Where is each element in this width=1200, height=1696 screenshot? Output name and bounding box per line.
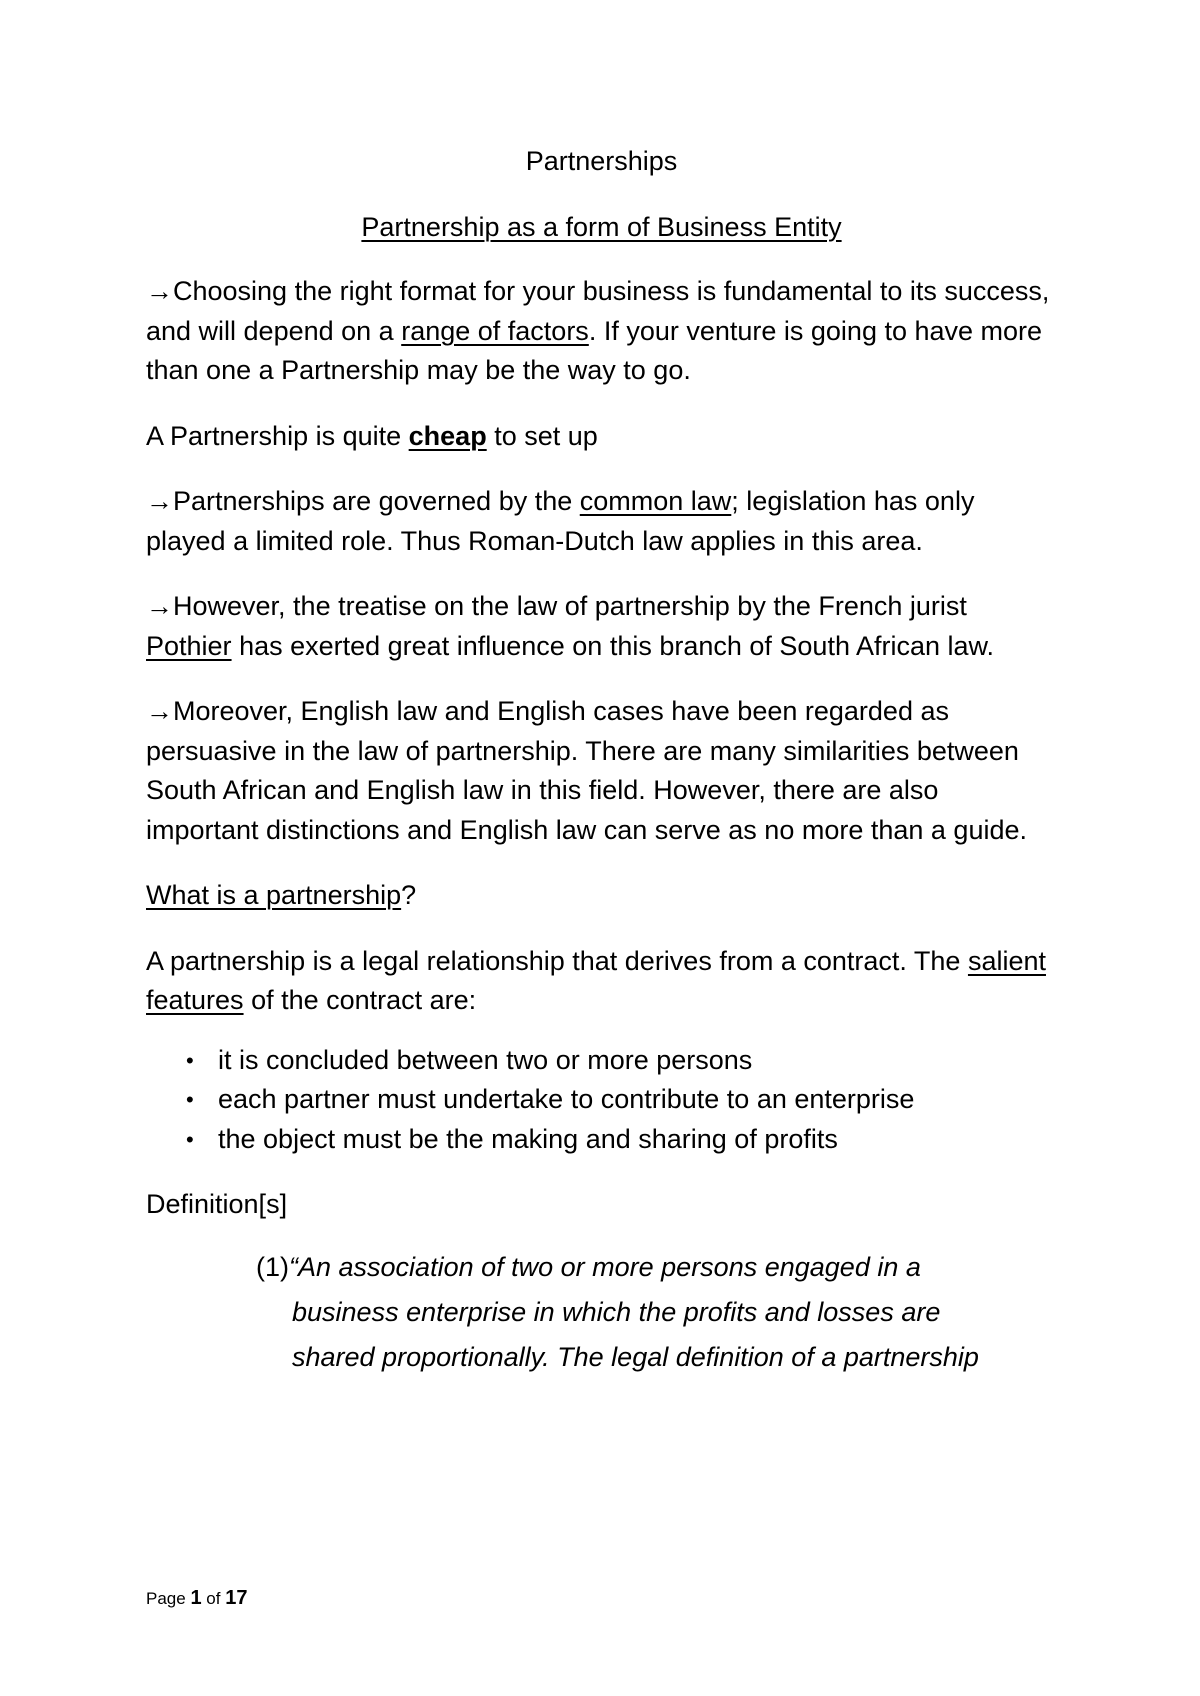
text: →However, the treatise on the law of partnership by the French jurist [146, 591, 967, 621]
paragraph-salient-features [146, 942, 1057, 1021]
list-item [146, 1041, 1057, 1081]
features-list [146, 1041, 1057, 1160]
list-item-text: it is concluded between two or more persons [218, 1044, 753, 1075]
bold-underlined-text: cheap [408, 420, 487, 451]
question-heading [146, 876, 1057, 916]
paragraph-english-law: →Moreover, English law and English cases have been regarded as persuasive in the law of partnership. There are many similarities between South African and English law in this field. However, there are also important distinctions and English law can serve as no more than a guide. [146, 696, 1027, 845]
definition-line: “An association of two or more persons engaged in a [289, 1251, 921, 1282]
underlined-text: common law [579, 486, 732, 516]
underlined-text: range of factors [401, 315, 589, 346]
bullet-icon: • [186, 1126, 194, 1152]
definition-line: shared proportionally. The legal definition of a partnership [292, 1341, 979, 1372]
list-item [146, 1080, 1057, 1120]
definitions-heading: Definition[s] [146, 1189, 288, 1219]
definition-number: (1) [256, 1251, 289, 1282]
text: to set up [486, 420, 598, 451]
section-heading [146, 208, 1057, 248]
paragraph-cheap [146, 417, 1057, 457]
section-heading-text: Partnership as a form of Business Entity [361, 211, 842, 242]
underlined-text: What is a partnership [146, 880, 402, 910]
bullet-icon: • [186, 1047, 194, 1073]
text: has exerted great influence on this branch of South African law. [231, 630, 995, 661]
text: A partnership is a legal relationship that derives from a contract. The [146, 945, 968, 976]
page-total: 17 [225, 1587, 248, 1609]
text: . If your venture is going to have more than one a Partnership may be the way to go. [146, 315, 1043, 385]
paragraph-pothier [146, 587, 1057, 666]
text: A Partnership is quite [146, 420, 409, 451]
text: →Choosing the right format for your business is fundamental to its success, and will depend on a [146, 276, 1050, 346]
bullet-icon: • [186, 1087, 194, 1112]
underlined-text: salient features [146, 945, 1046, 1015]
page-number: 1 [190, 1587, 202, 1609]
definition-line: business enterprise in which the profits and losses are [292, 1296, 941, 1327]
page-label: Page [146, 1589, 186, 1608]
paragraph-common-law [146, 482, 1057, 561]
list-item [146, 1120, 1057, 1160]
text: ; legislation has only played a limited role. Thus Roman-Dutch law applies in this area. [146, 486, 975, 556]
page-footer [146, 1586, 247, 1611]
paragraph-format [146, 272, 1057, 391]
document-title: Partnerships [525, 146, 678, 176]
text: ? [401, 880, 417, 910]
definition-item [146, 1245, 1057, 1380]
underlined-text: Pothier [146, 630, 232, 661]
of-label: of [206, 1589, 221, 1608]
list-item-text: each partner must undertake to contribute to an enterprise [218, 1084, 915, 1114]
list-item-text: the object must be the making and sharing of profits [218, 1123, 838, 1154]
text: of the contract are: [243, 985, 477, 1015]
text: →Partnerships are governed by the [146, 486, 580, 516]
